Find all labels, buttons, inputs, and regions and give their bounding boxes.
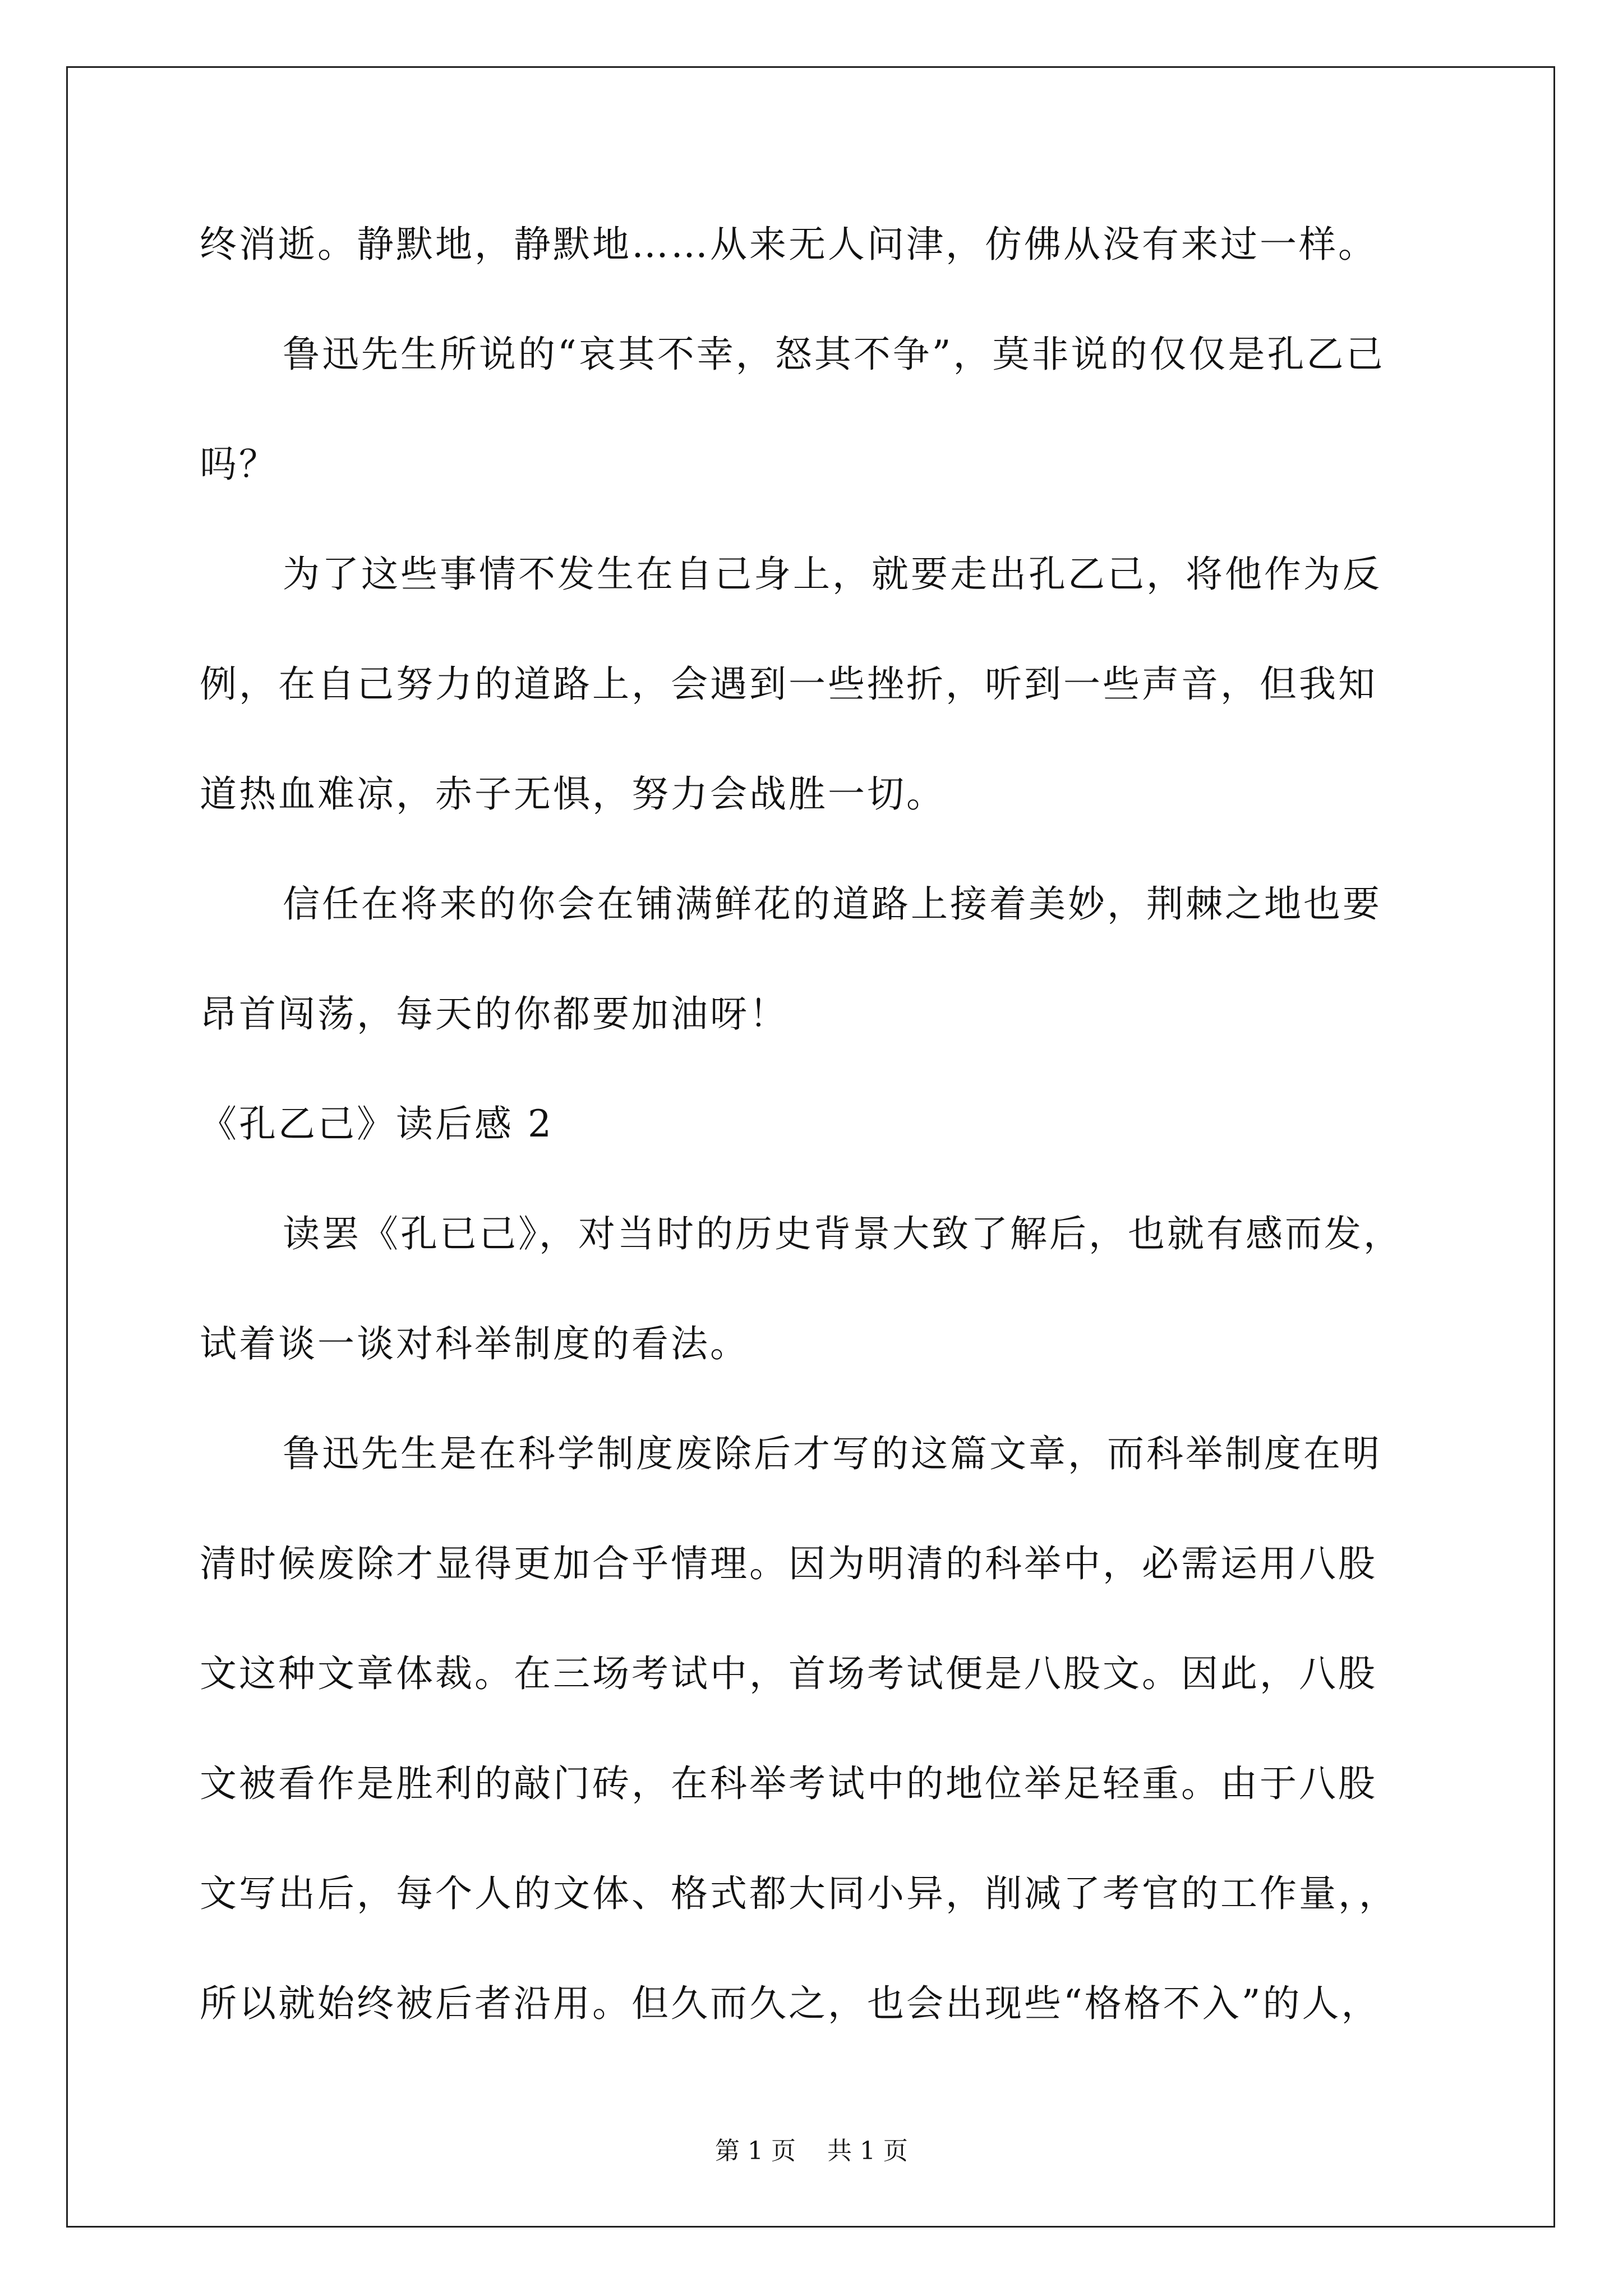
document-body	[200, 190, 1433, 2059]
text-line-1: 终消逝。静默地，静默地……从来无人问津，仿佛从没有来过一样。	[200, 223, 1377, 266]
text-line-4: 为了这些事情不发生在自己身上，就要走出孔乙己，将他作为反	[283, 553, 1382, 596]
text-line-11: 试着谈一谈对科举制度的看法。	[200, 1322, 749, 1365]
text-line-12: 鲁迅先生是在科学制度废除后才写的这篇文章，而科举制度在明	[283, 1432, 1382, 1475]
text-line-17: 所以就始终被后者沿用。但久而久之，也会出现些“格格不入”的人，	[200, 1982, 1381, 2025]
text-line-3: 吗？	[200, 443, 278, 486]
section-heading: 《孔乙己》读后感 2	[200, 1102, 554, 1145]
text-line-2: 鲁迅先生所说的“哀其不幸，怒其不争”，莫非说的仅仅是孔乙己	[283, 333, 1385, 376]
text-line-8: 昂首闯荡，每天的你都要加油呀！	[200, 992, 789, 1036]
page-footer: 第 1 页 共 1 页	[715, 2137, 908, 2165]
text-line-13: 清时候废除才显得更加合乎情理。因为明清的科举中，必需运用八股	[200, 1542, 1377, 1585]
text-line-16: 文写出后，每个人的文体、格式都大同小异，削减了考官的工作量，，	[200, 1872, 1398, 1915]
text-line-5: 例，在自己努力的道路上，会遇到一些挫折，听到一些声音，但我知	[200, 662, 1377, 706]
text-line-14: 文这种文章体裁。在三场考试中，首场考试便是八股文。因此，八股	[200, 1652, 1377, 1695]
text-line-6: 道热血难凉，赤子无惧，努力会战胜一切。	[200, 772, 946, 816]
text-line-7: 信任在将来的你会在铺满鲜花的道路上接着美妙，荆棘之地也要	[283, 882, 1382, 926]
text-line-10: 读罢《孔已己》，对当时的历史背景大致了解后，也就有感而发，	[283, 1212, 1403, 1255]
text-line-15: 文被看作是胜利的敲门砖，在科举考试中的地位举足轻重。由于八股	[200, 1762, 1377, 1805]
